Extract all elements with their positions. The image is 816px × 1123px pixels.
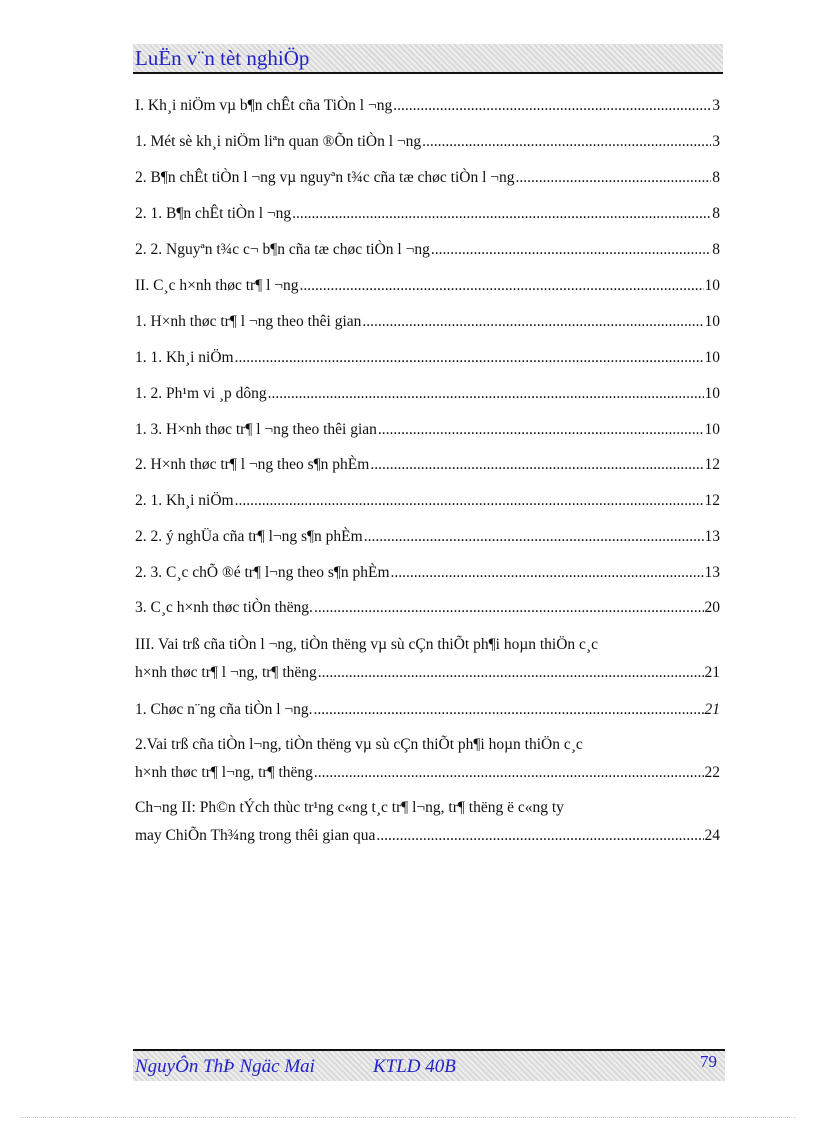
toc-entry-label: h×nh thøc tr¶ l ¬ng, tr¶ thëng [135, 664, 317, 681]
toc-entry [135, 763, 720, 783]
toc-entry-page: 10 [704, 349, 720, 366]
footer-page-number: 79 [700, 1052, 717, 1071]
toc-entry-line1: 2.Vai trß cña tiÒn l¬ng, tiÒn thëng vµ sù cÇn thiÕt ph¶i hoµn thiÖn c¸c [135, 736, 583, 753]
toc-entry-page: 22 [704, 764, 720, 781]
page-bottom-divider [20, 1117, 796, 1118]
toc-entry-page: 12 [704, 492, 720, 509]
toc-leader-dots [391, 563, 704, 583]
toc-entry [135, 563, 720, 583]
toc-leader-dots [393, 96, 711, 116]
toc-entry [135, 384, 720, 404]
toc-entry [135, 240, 720, 260]
toc-entry-label: II. C¸c h×nh thøc tr¶ l ¬ng [135, 277, 299, 294]
toc-leader-dots [268, 384, 704, 404]
toc-leader-dots [516, 168, 712, 188]
toc-leader-dots [235, 348, 704, 368]
toc-entry [135, 491, 720, 511]
toc-entry-page: 10 [704, 277, 720, 294]
toc-entry-label: 2. 2. ý nghÜa cña tr¶ l¬ng s¶n phÈm [135, 528, 363, 545]
toc-entry-page: 13 [704, 564, 720, 581]
page-footer [133, 1049, 725, 1081]
toc-entry-page: 21 [704, 701, 720, 718]
toc-entry-label: 1. 3. H×nh thøc tr¶ l ¬ng theo thêi gian [135, 421, 377, 438]
toc-entry-label: 3. C¸c h×nh thøc tiÒn thëng. [135, 599, 313, 616]
toc-entry [135, 276, 720, 296]
toc-leader-dots [314, 763, 704, 783]
toc-leader-dots [431, 240, 711, 260]
toc-entry-label: may ChiÕn Th¾ng trong thêi gian qua [135, 827, 376, 844]
toc-entry-label: 2. H×nh thøc tr¶ l ¬ng theo s¶n phÈm [135, 456, 370, 473]
toc-entry-label: 1. Mét sè kh¸i niÖm liªn quan ®Õn tiÒn l ¬ng [135, 133, 422, 150]
toc-entry-label: 1. H×nh thøc tr¶ l ¬ng theo thêi gian [135, 313, 362, 330]
toc-entry-page: 8 [712, 205, 720, 222]
toc-entry-label: h×nh thøc tr¶ l¬ng, tr¶ thëng [135, 764, 313, 781]
toc-leader-dots [300, 276, 704, 296]
toc-leader-dots [378, 420, 704, 440]
toc-leader-dots [422, 132, 711, 152]
toc-entry [135, 132, 720, 152]
toc-entry-label: 1. Chøc n¨ng cña tiÒn l ¬ng. [135, 701, 313, 718]
toc-entry-page: 21 [704, 664, 720, 681]
toc-entry-page: 10 [704, 385, 720, 402]
toc-leader-dots [314, 700, 704, 720]
page-header [133, 44, 723, 74]
toc-entry-label: 1. 2. Ph¹m vi ¸p dông [135, 385, 267, 402]
toc-entry [135, 598, 720, 618]
toc-entry [135, 204, 720, 224]
toc-entry [135, 420, 720, 440]
toc-entry [135, 700, 720, 720]
toc-leader-dots [370, 455, 703, 475]
toc-entry [135, 312, 720, 332]
toc-entry-page: 24 [704, 827, 720, 844]
toc-entry-page: 3 [712, 97, 720, 114]
toc-leader-dots [318, 663, 704, 683]
toc-entry-page: 10 [704, 313, 720, 330]
toc-entry-label: 1. 1. Kh¸i niÖm [135, 349, 234, 366]
toc-entry-label: 2. B¶n chÊt tiÒn l ¬ng vµ nguyªn t¾c cña tæ chøc tiÒn l ¬ng [135, 169, 515, 186]
toc-entry-page: 12 [704, 456, 720, 473]
toc-entry-label: 2. 1. Kh¸i niÖm [135, 492, 234, 509]
toc-entry-page: 20 [704, 599, 720, 616]
toc-entry-page: 10 [704, 421, 720, 438]
toc-entry-page: 8 [712, 169, 720, 186]
toc-leader-dots [376, 826, 703, 846]
toc-entry-label: 2. 2. Nguyªn t¾c c¬ b¶n cña tæ chøc tiÒn l ¬ng [135, 241, 430, 258]
toc-entry-page: 13 [704, 528, 720, 545]
toc-entry [135, 663, 720, 683]
toc-entry-line1: III. Vai trß cña tiÒn l ¬ng, tiÒn thëng vµ sù cÇn thiÕt ph¶i hoµn thiÖn c¸c [135, 636, 598, 653]
toc-entry [135, 348, 720, 368]
toc-entry-label: 2. 3. C¸c chÕ ®é tr¶ l¬ng theo s¶n phÈm [135, 564, 390, 581]
toc-entry-page: 3 [712, 133, 720, 150]
toc-leader-dots [235, 491, 704, 511]
toc-entry [135, 455, 720, 475]
toc-entry [135, 527, 720, 547]
header-title: LuËn v¨n tèt nghiÖp [135, 46, 310, 70]
toc-entry-label: 2. 1. B¶n chÊt tiÒn l ¬ng [135, 205, 292, 222]
footer-author: NguyÔn ThÞ Ngäc Mai [135, 1056, 315, 1077]
toc-entry [135, 168, 720, 188]
toc-leader-dots [362, 312, 703, 332]
toc-leader-dots [292, 204, 711, 224]
toc-entry [135, 96, 720, 116]
footer-class: KTLD 40B [373, 1056, 456, 1077]
toc-entry-page: 8 [712, 241, 720, 258]
toc-leader-dots [314, 598, 704, 618]
toc-entry-label: I. Kh¸i niÖm vµ b¶n chÊt cña TiÒn l ¬ng [135, 97, 393, 114]
toc-entry [135, 826, 720, 846]
toc-entry-line1: Ch¬ng II: Ph©n tÝch thùc tr¹ng c«ng t¸c tr¶ l¬ng, tr¶ thëng ë c«ng ty [135, 799, 564, 816]
toc-leader-dots [364, 527, 704, 547]
